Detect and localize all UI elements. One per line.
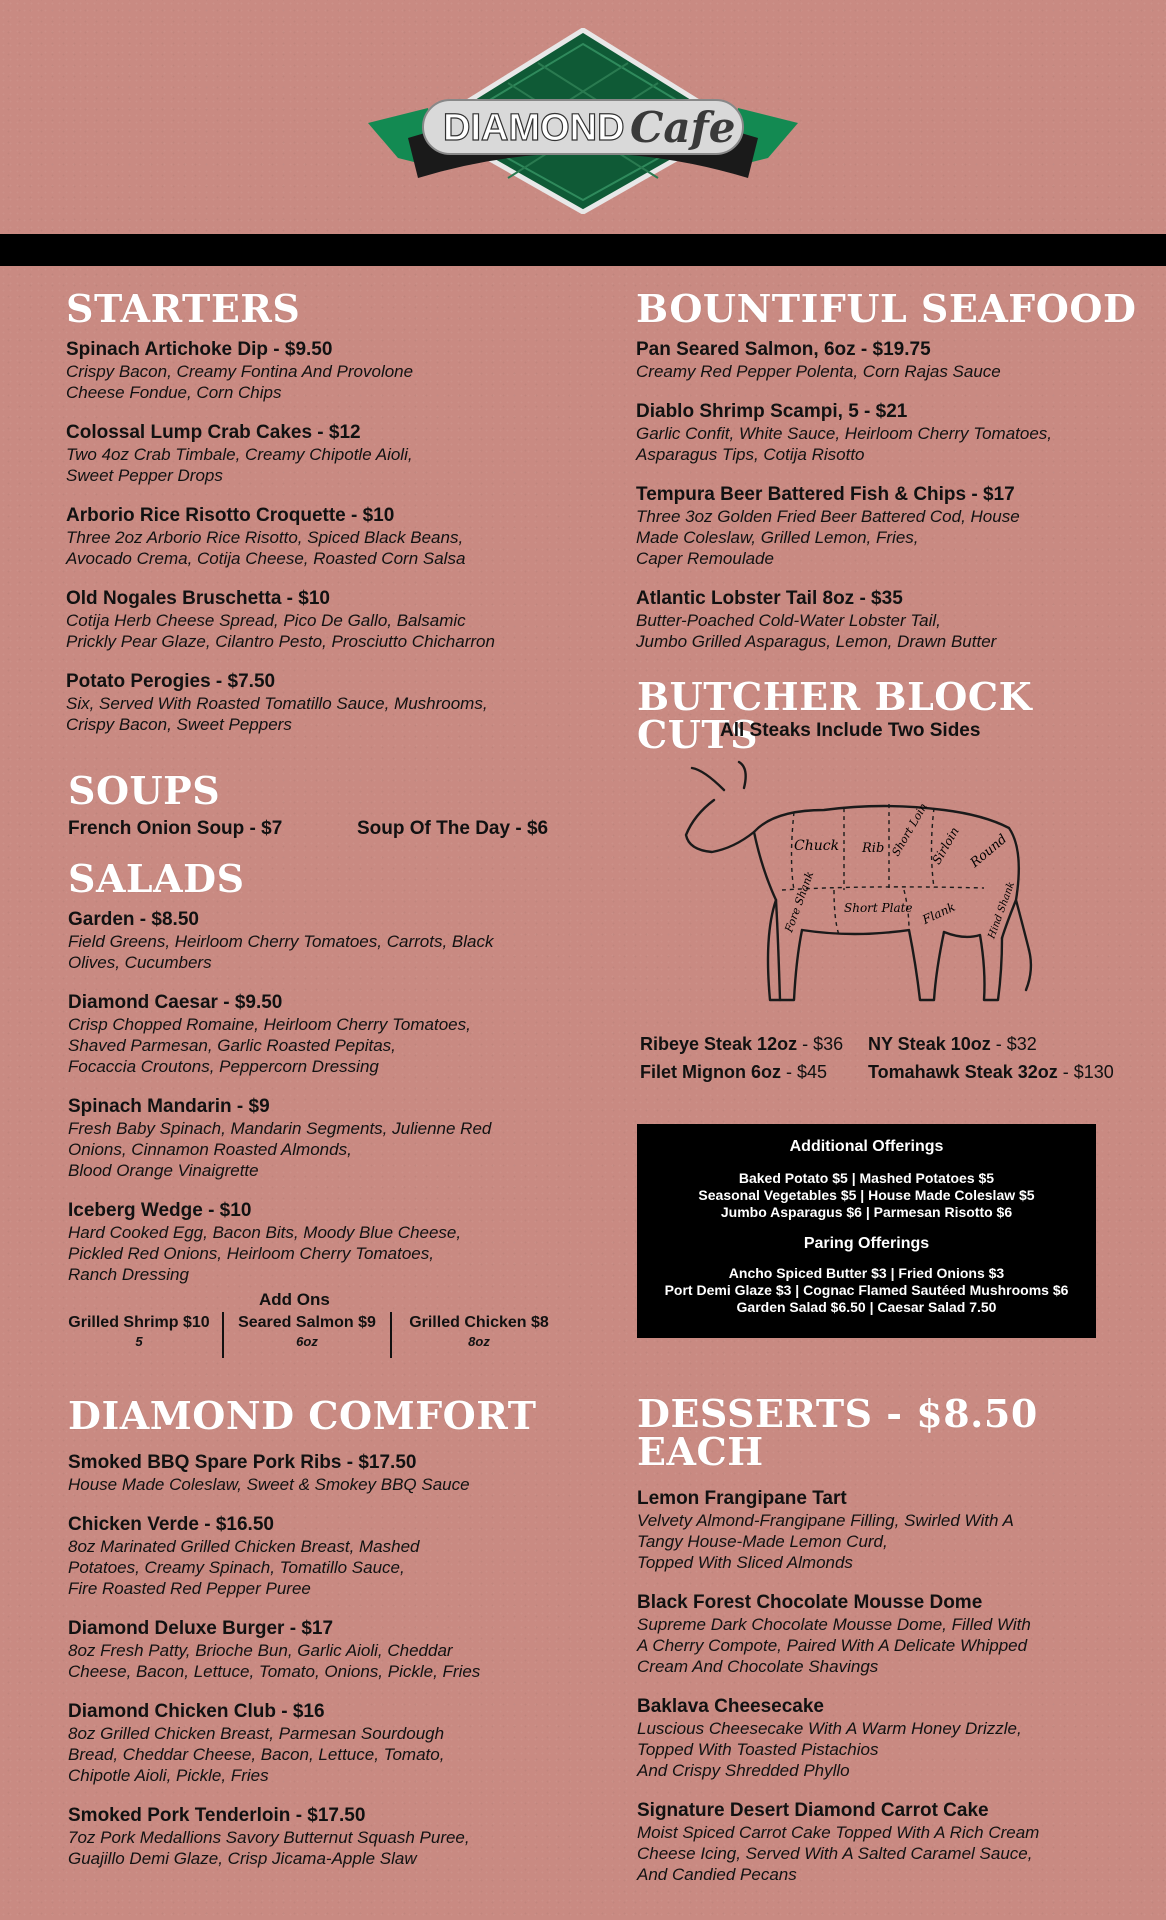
addon-size: 6oz: [296, 1334, 318, 1349]
menu-item-description: Creamy Red Pepper Polenta, Corn Rajas Sauce: [636, 362, 1001, 381]
menu-item-description: Three 2oz Arborio Rice Risotto, Spiced Black Beans, Avocado Crema, Cotija Cheese, Roasted Corn Salsa: [66, 528, 466, 568]
menu-item-description: 8oz Grilled Chicken Breast, Parmesan Sourdough Bread, Cheddar Cheese, Bacon, Lettuce, Tomato, Chipotle Aioli, Pickle, Fries: [68, 1724, 445, 1785]
menu-item-description: Luscious Cheesecake With A Warm Honey Drizzle, Topped With Toasted Pistachios And Crispy Shredded Phyllo: [637, 1719, 1022, 1780]
menu-item: [66, 587, 586, 652]
steak-name: Tomahawk Steak 32oz: [868, 1062, 1058, 1082]
steak-price: - $45: [781, 1062, 828, 1082]
menu-item: [68, 1199, 588, 1285]
menu-item-description: Velvety Almond-Frangipane Filling, Swirled With A Tangy House-Made Lemon Curd, Topped With Sliced Almonds: [637, 1511, 1014, 1572]
cut-label-short-loin: Short Loin: [889, 800, 931, 859]
offerings-box: [637, 1124, 1096, 1338]
butcher-title: BUTCHER BLOCK CUTS: [637, 674, 1033, 757]
addon-size: 5: [135, 1334, 143, 1349]
menu-item-name: Old Nogales Bruschetta - $10: [66, 588, 330, 609]
menu-item-name: Tempura Beer Battered Fish & Chips - $17: [636, 484, 1015, 505]
menu-item: [66, 670, 586, 735]
salads-title: SALADS: [68, 856, 245, 901]
menu-item: [637, 1591, 1157, 1677]
menu-item-name: Iceberg Wedge - $10: [68, 1200, 252, 1221]
addon-chicken: [400, 1314, 558, 1349]
addon-name: Grilled Shrimp $10: [68, 1314, 210, 1331]
cut-label-short-plate: Short Plate: [844, 901, 913, 915]
menu-item-description: Cotija Herb Cheese Spread, Pico De Gallo, Balsamic Prickly Pear Glaze, Cilantro Pesto, Prosciutto Chicharron: [66, 611, 495, 651]
menu-item-name: Spinach Mandarin - $9: [68, 1096, 270, 1117]
cut-label-sirloin: Sirloin: [929, 824, 962, 867]
menu-item: [68, 1700, 588, 1786]
steak-price: - $32: [990, 1034, 1037, 1054]
header-divider-bar: [0, 234, 1166, 266]
steak-name: Ribeye Steak 12oz: [640, 1034, 798, 1054]
additional-offerings-title: Additional Offerings: [789, 1138, 944, 1155]
menu-item-description: Six, Served With Roasted Tomatillo Sauce, Mushrooms, Crispy Bacon, Sweet Peppers: [66, 694, 488, 734]
menu-item-name: Black Forest Chocolate Mousse Dome: [637, 1592, 983, 1613]
menu-item-description: Butter-Poached Cold-Water Lobster Tail, Jumbo Grilled Asparagus, Lemon, Drawn Butter: [636, 611, 997, 651]
addon-name: Seared Salmon $9: [238, 1314, 376, 1331]
paring-offering-line: Ancho Spiced Butter $3 | Fried Onions $3: [728, 1265, 1005, 1281]
starters-section: [66, 286, 586, 735]
salads-section: [68, 856, 588, 1285]
soup-french-onion: French Onion Soup - $7: [68, 818, 283, 839]
menu-item: [68, 908, 588, 973]
menu-item-description: Garlic Confit, White Sauce, Heirloom Cherry Tomatoes, Asparagus Tips, Cotija Risotto: [636, 424, 1053, 464]
menu-item: [68, 1095, 588, 1181]
menu-item-name: Colossal Lump Crab Cakes - $12: [66, 422, 361, 443]
menu-item: [68, 991, 588, 1077]
menu-item-name: Potato Perogies - $7.50: [66, 671, 276, 692]
cut-label-round: Round: [967, 831, 1011, 871]
menu-item-description: Moist Spiced Carrot Cake Topped With A Rich Cream Cheese Icing, Served With A Salted Caramel Sauce, And Candied Pecans: [637, 1823, 1040, 1884]
steak-name: Filet Mignon 6oz: [640, 1062, 781, 1082]
seafood-title: BOUNTIFUL SEAFOOD: [636, 286, 1137, 331]
menu-item: [68, 1617, 588, 1682]
menu-item: [636, 338, 1156, 382]
soup-of-the-day: Soup Of The Day - $6: [357, 818, 549, 839]
menu-item-name: Lemon Frangipane Tart: [637, 1488, 847, 1509]
steak-ny: [868, 1034, 1037, 1055]
logo-word-diamond: DIAMOND: [443, 107, 625, 149]
menu-item-description: Supreme Dark Chocolate Mousse Dome, Filled With A Cherry Compote, Paired With A Delicate Whipped Cream And Chocolate Shavings: [637, 1615, 1031, 1676]
diamond-cafe-logo: [368, 28, 798, 214]
menu-item-name: Arborio Rice Risotto Croquette - $10: [66, 505, 395, 526]
desserts-title: DESSERTS - $8.50 EACH: [637, 1391, 1038, 1474]
menu-item-name: Signature Desert Diamond Carrot Cake: [637, 1800, 989, 1821]
addon-size: 8oz: [468, 1334, 490, 1349]
menu-item-name: Spinach Artichoke Dip - $9.50: [66, 339, 333, 360]
steak-ribeye: [640, 1034, 843, 1055]
paring-offering-line: Port Demi Glaze $3 | Cognac Flamed Sautéed Mushrooms $6: [664, 1282, 1069, 1298]
comfort-list: [68, 1451, 588, 1869]
menu-item-description: 7oz Pork Medallions Savory Butternut Squash Puree, Guajillo Demi Glaze, Crisp Jicama-Apple Slaw: [68, 1828, 470, 1868]
steak-price: - $130: [1057, 1062, 1114, 1082]
menu-item: [66, 504, 586, 569]
seafood-list: [636, 338, 1156, 652]
menu-item-description: Field Greens, Heirloom Cherry Tomatoes, Carrots, Black Olives, Cucumbers: [68, 932, 494, 972]
menu-item-name: Smoked BBQ Spare Pork Ribs - $17.50: [68, 1452, 417, 1473]
menu-item: [68, 1804, 588, 1869]
salads-list: [68, 908, 588, 1285]
menu-item-name: Diamond Deluxe Burger - $17: [68, 1618, 334, 1639]
menu-item: [636, 587, 1156, 652]
menu-item: [66, 338, 586, 403]
menu-item-description: Hard Cooked Egg, Bacon Bits, Moody Blue Cheese, Pickled Red Onions, Heirloom Cherry Tomatoes, Ranch Dressing: [68, 1223, 462, 1284]
menu-item-name: Smoked Pork Tenderloin - $17.50: [68, 1805, 366, 1826]
menu-item: [636, 400, 1156, 465]
additional-offering-line: Jumbo Asparagus $6 | Parmesan Risotto $6: [720, 1204, 1013, 1220]
menu-item: [637, 1799, 1157, 1885]
paring-offerings-title: Paring Offerings: [803, 1235, 930, 1252]
menu-item-name: Diamond Chicken Club - $16: [68, 1701, 325, 1722]
menu-item: [637, 1695, 1157, 1781]
seafood-section: [636, 286, 1156, 652]
menu-item-name: Baklava Cheesecake: [637, 1696, 824, 1717]
menu-item-description: Two 4oz Crab Timbale, Creamy Chipotle Aioli, Sweet Pepper Drops: [66, 445, 413, 485]
soups-title: SOUPS: [68, 768, 221, 813]
menu-item-name: Garden - $8.50: [68, 909, 199, 930]
menu-item-name: Chicken Verde - $16.50: [68, 1514, 274, 1535]
cut-label-rib: Rib: [862, 841, 885, 856]
menu-item-description: Crispy Bacon, Creamy Fontina And Provolone Cheese Fondue, Corn Chips: [66, 362, 414, 402]
cow-cuts-diagram: [684, 760, 1046, 1010]
starters-title: STARTERS: [66, 286, 301, 331]
menu-item-name: Diamond Caesar - $9.50: [68, 992, 283, 1013]
additional-offering-line: Seasonal Vegetables $5 | House Made Coleslaw $5: [698, 1187, 1035, 1203]
comfort-title: DIAMOND COMFORT: [68, 1393, 537, 1438]
desserts-section: [637, 1391, 1157, 1885]
addon-divider: [222, 1312, 224, 1358]
menu-item-name: Pan Seared Salmon, 6oz - $19.75: [636, 339, 931, 360]
menu-item-description: Fresh Baby Spinach, Mandarin Segments, Julienne Red Onions, Cinnamon Roasted Almonds, Blood Orange Vinaigrette: [68, 1119, 492, 1180]
cut-label-hind-shank: Hind Shank: [986, 880, 1018, 941]
steak-tomahawk: [868, 1062, 1114, 1083]
addon-shrimp: [66, 1314, 212, 1349]
addons-title: Add Ons: [259, 1290, 330, 1309]
cut-label-fore-shank: Fore Shank: [782, 869, 817, 935]
starters-list: [66, 338, 586, 735]
cut-label-chuck: Chuck: [794, 838, 840, 854]
paring-offering-line: Garden Salad $6.50 | Caesar Salad 7.50: [736, 1299, 997, 1315]
addon-divider: [390, 1312, 392, 1358]
menu-item: [68, 1513, 588, 1599]
steak-price: - $36: [797, 1034, 844, 1054]
steak-filet: [640, 1062, 827, 1083]
menu-item-description: Crisp Chopped Romaine, Heirloom Cherry Tomatoes, Shaved Parmesan, Garlic Roasted Pepitas, Focaccia Croutons, Peppercorn Dressing: [68, 1015, 471, 1076]
menu-item-description: House Made Coleslaw, Sweet & Smokey BBQ Sauce: [68, 1475, 470, 1494]
menu-item: [637, 1487, 1157, 1573]
comfort-section: [68, 1393, 588, 1869]
menu-item-description: 8oz Marinated Grilled Chicken Breast, Mashed Potatoes, Creamy Spinach, Tomatillo Sauce, Fire Roasted Red Pepper Puree: [68, 1537, 420, 1598]
menu-item-description: 8oz Fresh Patty, Brioche Bun, Garlic Aioli, Cheddar Cheese, Bacon, Lettuce, Tomato, Onions, Pickle, Fries: [68, 1641, 481, 1681]
menu-item: [66, 421, 586, 486]
menu-item-name: Diablo Shrimp Scampi, 5 - $21: [636, 401, 908, 422]
addon-salmon: [232, 1314, 382, 1349]
addon-name: Grilled Chicken $8: [409, 1314, 549, 1331]
butcher-subtitle: All Steaks Include Two Sides: [720, 720, 981, 741]
menu-item-name: Atlantic Lobster Tail 8oz - $35: [636, 588, 903, 609]
desserts-list: [637, 1487, 1157, 1885]
menu-item-description: Three 3oz Golden Fried Beer Battered Cod, House Made Coleslaw, Grilled Lemon, Fries, Caper Remoulade: [636, 507, 1020, 568]
logo-word-cafe: Cafe: [630, 103, 736, 152]
additional-offering-line: Baked Potato $5 | Mashed Potatoes $5: [738, 1170, 995, 1186]
cut-label-flank: Flank: [920, 899, 958, 927]
steak-name: NY Steak 10oz: [868, 1034, 991, 1054]
menu-item: [636, 483, 1156, 569]
menu-item: [68, 1451, 588, 1495]
